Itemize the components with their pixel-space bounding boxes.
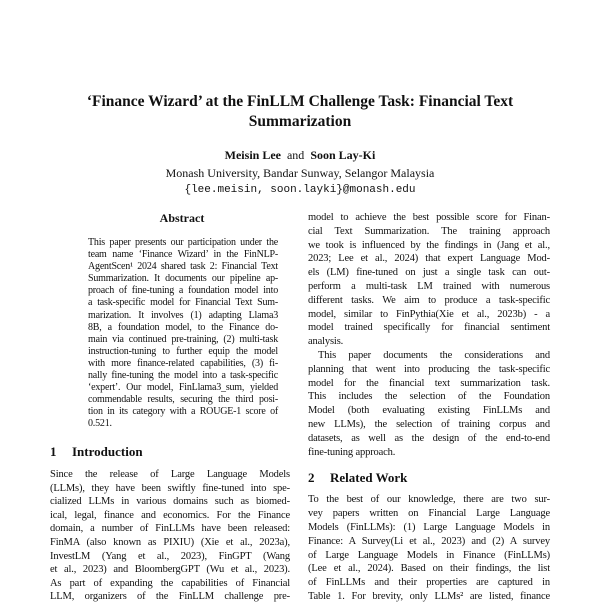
text-line: Table 1. For brevity, only LLMs² are listed, finance [308,591,550,603]
text-line: marization. It involves (1) adapting Llama3 [88,309,278,321]
text-line: Summarization. It documents our pipeline ap- [88,273,278,285]
section-heading-introduction [50,444,143,460]
text-line: main via continued pre-training, (2) multi-task [88,333,278,345]
email: {lee.meisin, soon.layki}@monash.edu [184,184,416,196]
introduction-body [50,468,290,604]
text-line: different tasks. We aim to produce a task-specific [308,294,550,306]
text-line: model, similar to FinPythia(Xie et al., 2023b) - a [308,308,550,320]
section-title: Related Work [330,470,408,485]
text-line: instruction-tuning to further equip the model [88,345,278,357]
text-line: a task-specific model for Financial Text Sum- [88,297,278,309]
text-line: of Large Language Models in Finance (FinLLMs) [308,549,550,561]
title-line: Summarization [248,113,352,130]
text-line: datasets, as well as the design of the end-to-end [308,432,550,444]
text-line: 2023; Lee et al., 2024) that expert Language Mod- [308,253,550,265]
text-line: Finance: A Survey(Li et al., 2023) and (2) A survey [308,535,550,547]
paper-title [0,92,600,132]
text-line: As part of expanding the capabilities of Financial [50,577,290,589]
related-work-body [308,493,550,604]
text-line: (LLMs), they have been swiftly fine-tuned into spe- [50,482,290,494]
text-line: cial Text Summarization. The training approach [308,225,550,237]
text-line: This paper documents the considerations and [318,349,550,361]
text-line: team name ‘Finance Wizard’ in the FinNLP- [88,249,278,261]
text-line: vey papers written on Financial Large Language [308,507,550,519]
text-line: 0.521. [88,418,112,430]
right-column-body [308,211,550,459]
affiliation: Monash University, Bandar Sunway, Selangor Malaysia [165,166,435,180]
text-line: Models (FinLLMs): (1) Large Language Models in [308,521,550,533]
text-line: commendable results, securing the third posi- [88,394,278,406]
text-line: 8B, a foundation model, to the Finance do- [88,321,278,333]
text-line: ‘expert’. Our model, FinLlama3_sum, yielded [88,382,278,394]
authors [0,148,600,163]
abstract-heading: Abstract [159,211,205,225]
section-number: 2 [308,470,315,485]
text-line: els (LM) fine-tuned on just a single task can out- [308,267,550,279]
text-line: This paper presents our participation under the [88,237,278,248]
text-line: perform a multi-task LM trained with numerous [308,280,550,292]
text-line: To the best of our knowledge, there are two sur- [308,494,550,505]
text-line: This includes the selection of the Foundation [308,391,550,403]
section-heading-related-work [308,470,407,486]
text-line: (Lee et al., 2024). Based on their findings, the list [308,563,550,575]
text-line: LLM, organizers of the FinLLM challenge pre- [50,591,290,603]
author: Soon Lay-Ki [310,148,376,162]
text-line: AgentScen¹ 2024 shared task 2: Financial Text [88,261,278,273]
text-line: analysis. [308,336,344,348]
text-line: model trained specifically for financial sentiment [308,322,550,334]
text-line: InvestLM (Yang et al., 2023), FinGPT (Wang [50,550,290,562]
text-line: of FinLLMs and their properties are captured in [308,577,550,589]
text-line: cialized LLMs in various domains such as biomed- [50,496,290,508]
text-line: tion in its category with a ROUGE-1 score of [88,406,278,418]
text-line: nally fine-tuning the model into a task-specific [88,370,278,382]
text-line: model to achieve the best possible score for Finan- [308,212,550,223]
text-line: proach of fine-tuning a foundation model into [88,285,278,297]
text-line: planning that went into producing the task-specific [308,363,550,375]
section-number: 1 [50,444,57,459]
text-line: we took is influenced by the findings in (Jang et al., [308,239,550,251]
section-title: Introduction [72,444,143,459]
text-line: model for the financial text summarization task. [308,377,550,389]
text-line: FinMA (also known as PIXIU) (Xie et al., 2023a), [50,536,290,548]
text-line: domain, a number of FinLLMs have been released: [50,523,290,535]
text-line: ical, legal, finance and economics. For the Finance [50,509,290,521]
abstract-body [88,237,278,431]
text-line: fine-tuning approach. [308,446,396,458]
author-separator: and [286,148,305,162]
text-line: et al., 2023) and BloombergGPT (Wu et al., 2023). [50,564,290,576]
text-line: with more finance-related capabilities, (3) fi- [88,357,278,369]
author: Meisin Lee [224,148,281,162]
title-line: ‘Finance Wizard’ at the FinLLM Challenge Task: Financial Text [86,93,514,110]
text-line: Since the release of Large Language Models [50,469,290,480]
text-line: Model (both evaluating existing FinLLMs and [308,405,550,417]
text-line: new LLMs), the selection of training corpus and [308,418,550,430]
